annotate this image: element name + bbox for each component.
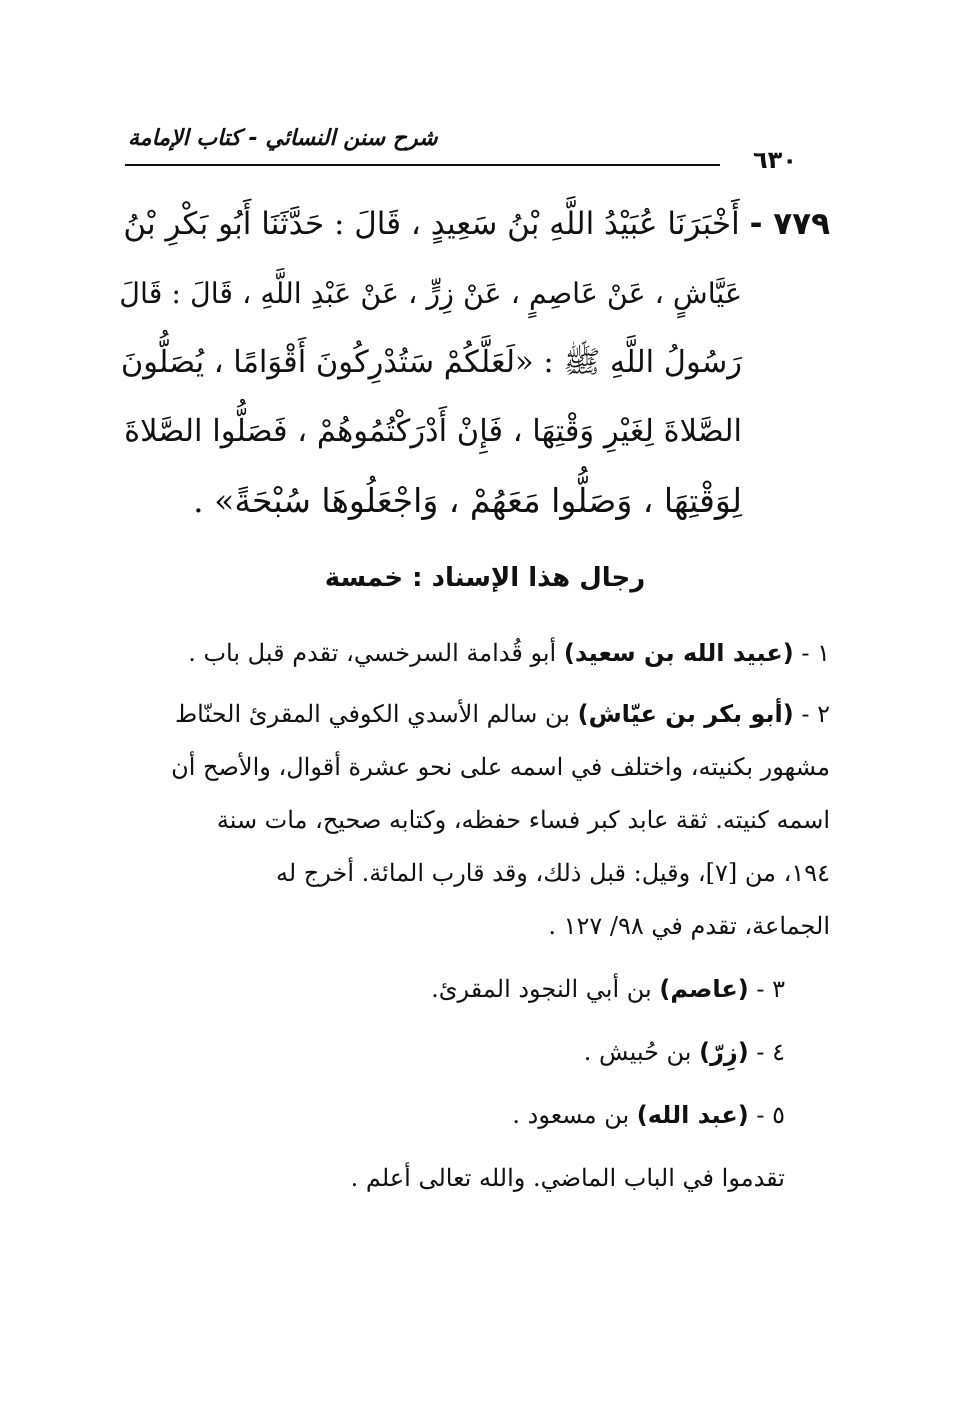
narrator-text: أبو قُدامة السرخسي، تقدم قبل باب . bbox=[188, 639, 557, 667]
narrator-item bbox=[125, 627, 830, 680]
narrator-text: بن سالم الأسدي الكوفي المقرئ الحنّاط bbox=[174, 700, 570, 728]
narrator-text: بن حُبيش . bbox=[583, 1038, 692, 1066]
running-header-title: شرح سنن النسائي - كتاب الإمامة bbox=[128, 126, 438, 151]
narrator-name: (عاصم) bbox=[659, 975, 749, 1003]
page-number: ٦٣٠ bbox=[720, 140, 830, 180]
hadith-text bbox=[118, 190, 830, 535]
closing-note: تقدموا في الباب الماضي. والله تعالى أعلم . bbox=[350, 1164, 785, 1192]
narrator-number: ٥ - bbox=[756, 1101, 785, 1129]
section-title: رجال هذا الإسناد : خمسة bbox=[324, 563, 646, 593]
narrator-name: (أبو بكر بن عيّاش) bbox=[577, 700, 794, 728]
narrator-continuation-line: اسمه كنيته. ثقة عابد كبر فساء حفظه، وكتابه صحيح، مات سنة bbox=[216, 806, 830, 834]
hadith-line-4: الصَّلاةَ لِغَيْرِ وَقْتِهَا ، فَإِنْ أَدْرَكْتُمُوهُمْ ، فَصَلُّوا الصَّلاةَ bbox=[124, 414, 742, 449]
hadith-number: ٧٧٩ - bbox=[749, 206, 830, 242]
narrator-number: ٤ - bbox=[756, 1038, 785, 1066]
hadith-line-5: لِوَقْتِهَا ، وَصَلُّوا مَعَهُمْ ، وَاجْعَلُوهَا سُبْحَةً» . bbox=[193, 481, 742, 520]
narrator-number: ٢ - bbox=[801, 700, 830, 728]
narrator-name: (عبد الله) bbox=[636, 1101, 749, 1129]
narrator-item bbox=[125, 1026, 830, 1079]
hadith-line-1 bbox=[118, 190, 830, 259]
narrator-continuation-line: مشهور بكنيته، واختلف في اسمه على نحو عشرة أقوال، والأصح أن bbox=[171, 753, 830, 781]
narrator-text: بن أبي النجود المقرئ. bbox=[431, 975, 652, 1003]
narrator-item bbox=[125, 688, 830, 741]
narrator-name: (عبيد الله بن سعيد) bbox=[563, 639, 794, 667]
hadith-line-2: عَيَّاشٍ ، عَنْ عَاصِمٍ ، عَنْ زِرٍّ ، عَنْ عَبْدِ اللَّهِ ، قَالَ : قَالَ bbox=[119, 277, 742, 310]
narrator-number: ٣ - bbox=[756, 975, 785, 1003]
narrator-item bbox=[125, 963, 830, 1016]
narrator-item bbox=[125, 1089, 830, 1142]
narrator-continuation-line: الجماعة، تقدم في ٩٨/ ١٢٧ . bbox=[548, 912, 830, 940]
narrator-text: بن مسعود . bbox=[512, 1101, 630, 1129]
narrator-name: (زِرّ) bbox=[699, 1038, 749, 1066]
hadith-line-3: رَسُولُ اللَّهِ ﷺ : «لَعَلَّكُمْ سَتُدْرِكُونَ أَقْوَامًا ، يُصَلُّونَ bbox=[120, 345, 742, 380]
narrator-continuation-line: ١٩٤، من [٧]، وقيل: قبل ذلك، وقد قارب المائة. أخرج له bbox=[275, 859, 830, 887]
hadith-line-1-text: أَخْبَرَنَا عُبَيْدُ اللَّهِ بْنُ سَعِيدٍ ، قَالَ : حَدَّثَنَا أَبُو بَكْرِ بْنُ bbox=[123, 206, 740, 242]
narrators-list bbox=[125, 627, 830, 1205]
narrator-number: ١ - bbox=[801, 639, 830, 667]
